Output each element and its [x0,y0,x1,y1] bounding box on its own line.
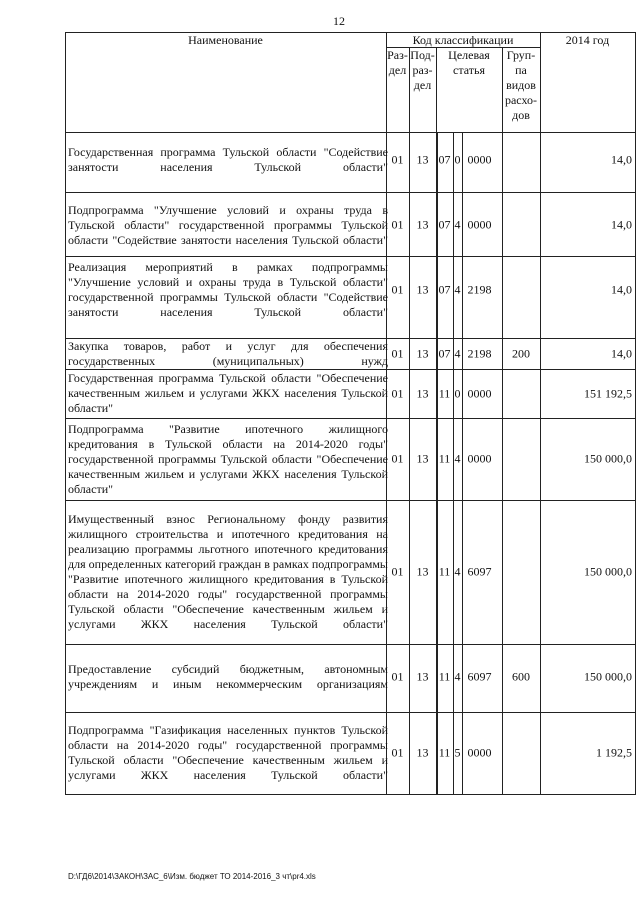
cell-target-2: 4 [454,282,461,297]
table-border [65,256,636,257]
header-gruppa-line: Груп- [506,48,536,62]
file-path-footer: D:\ГД6\2014\ЗАКОН\ЗАС_6\Изм. бюджет ТО 2014-2016_3 чт\pr4.xls [68,872,316,881]
row-name: Государственная программа Тульской области "Обеспечение качественным жильем и услугами ЖКХ населения Тульской области" [68,371,388,415]
cell-target-1: 07 [438,152,451,166]
table-row [65,419,636,499]
cell-podrazdel: 13 [416,152,429,166]
budget-table [65,32,636,794]
row-name: Предоставление субсидий бюджетным, автономным учреждениям и иным некоммерческим организациям [68,662,388,691]
table-row [65,370,636,417]
header-podrazdel-line: раз- [412,63,433,77]
row-name: Имущественный взнос Региональному фонду развития жилищного строительства и ипотечного кредитования на реализацию программы льготного ипотечного кредитования для определенных категорий граждан в рамках подпрограммы "Развитие ипотечного жилищного кредитования в Тульской области на 2014-2020 годы" государственной программы Тульской области "Обеспечение качественным жильем и услугами ЖКХ населения Тульской области" [68,512,388,631]
table-row [65,339,636,369]
row-name: Реализация мероприятий в рамках подпрограммы "Улучшение условий и охраны труда в Тульской области" государственной программы Тульской области "Содействие занятости населения Тульской области" [68,260,388,319]
cell-amount: 14,0 [611,346,632,361]
cell-target-2: 4 [454,217,461,232]
header-razdel-line: Раз- [387,48,408,62]
table-row [65,501,636,643]
row-name: Подпрограмма "Развитие ипотечного жилищного кредитования в Тульской области на 2014-2020 годы" государственной программы Тульской области "Обеспечение качественным жильем и услугами ЖКХ населения Тульской области" [68,421,388,496]
cell-target-2: 5 [454,745,461,760]
cell-target-3: 0000 [467,386,492,400]
cell-podrazdel: 13 [416,217,429,232]
cell-razdel: 01 [391,451,404,466]
header-celevaya-line: Целевая [448,48,490,62]
header-podrazdel-line: Под- [410,48,435,62]
header-razdel-line: дел [388,63,407,77]
cell-target-3: 2198 [467,346,492,361]
header-podrazdel-line: дел [413,78,432,92]
header-year: 2014 год [565,33,610,47]
page-number: 12 [333,14,345,28]
header-gruppa-line: па [515,63,527,77]
cell-amount: 150 000,0 [584,451,632,466]
cell-target-3: 0000 [467,152,492,166]
header-gruppa-line: видов [506,78,536,92]
table-border [65,794,636,795]
cell-amount: 150 000,0 [584,564,632,579]
table-row [65,142,636,177]
cell-razdel: 01 [391,282,404,297]
header-code-group: Код классификации [412,33,514,47]
cell-target-1: 11 [438,564,451,579]
cell-podrazdel: 13 [416,386,429,400]
cell-podrazdel: 13 [416,346,429,361]
cell-amount: 1 192,5 [596,745,632,760]
cell-podrazdel: 13 [416,564,429,579]
header-podrazdel [409,48,436,93]
cell-target-1: 11 [438,669,451,684]
cell-target-1: 11 [438,745,451,760]
cell-group: 600 [512,669,530,684]
cell-razdel: 01 [391,346,404,361]
row-name: Подпрограмма "Газификация населенных пунктов Тульской области на 2014-2020 годы" государственной программы Тульской области "Обеспечение качественным жильем и услугами ЖКХ населения Тульской области" [68,723,388,782]
cell-target-2: 4 [454,346,461,361]
row-name: Закупка товаров, работ и услуг для обеспечения государственных (муниципальных) нужд [68,339,388,368]
table-row [65,713,636,793]
row-name: Подпрограмма "Улучшение условий и охраны труда в Тульской области" государственной программы Тульской области "Содействие занятости населения Тульской области" [68,202,388,247]
header-razdel [386,48,409,78]
cell-amount: 150 000,0 [584,669,632,684]
cell-razdel: 01 [391,745,404,760]
cell-target-3: 6097 [467,564,492,579]
cell-target-1: 11 [438,386,451,400]
table-border [65,132,636,133]
cell-target-3: 2198 [467,282,492,297]
cell-razdel: 01 [391,669,404,684]
cell-target-2: 4 [454,669,461,684]
cell-podrazdel: 13 [416,282,429,297]
cell-amount: 14,0 [611,152,632,166]
cell-target-2: 0 [454,386,461,400]
cell-razdel: 01 [391,564,404,579]
cell-target-1: 07 [438,217,451,232]
row-name: Государственная программа Тульской области "Содействие занятости населения Тульской области" [68,144,388,174]
cell-group: 200 [512,346,530,361]
cell-target-1: 11 [438,451,451,466]
cell-podrazdel: 13 [416,451,429,466]
header-name: Наименование [188,33,263,47]
table-border [65,192,636,193]
cell-target-3: 0000 [467,451,492,466]
cell-razdel: 01 [391,386,404,400]
cell-razdel: 01 [391,217,404,232]
cell-target-2: 0 [454,152,461,166]
cell-target-3: 0000 [467,745,492,760]
header-gruppa [502,48,540,123]
header-celevaya [436,48,502,78]
table-row [65,258,636,322]
cell-podrazdel: 13 [416,669,429,684]
table-row [65,194,636,256]
cell-target-2: 4 [454,564,461,579]
cell-target-3: 0000 [467,217,492,232]
table-row [65,660,636,694]
table-border [65,644,636,645]
header-celevaya-line: статья [453,63,485,77]
cell-amount: 151 192,5 [584,386,632,400]
cell-razdel: 01 [391,152,404,166]
cell-amount: 14,0 [611,217,632,232]
cell-target-1: 07 [438,346,451,361]
header-gruppa-line: дов [512,108,530,122]
cell-target-1: 07 [438,282,451,297]
cell-target-3: 6097 [467,669,492,684]
cell-target-2: 4 [454,451,461,466]
header-gruppa-line: расхо- [504,93,538,107]
cell-amount: 14,0 [611,282,632,297]
cell-podrazdel: 13 [416,745,429,760]
